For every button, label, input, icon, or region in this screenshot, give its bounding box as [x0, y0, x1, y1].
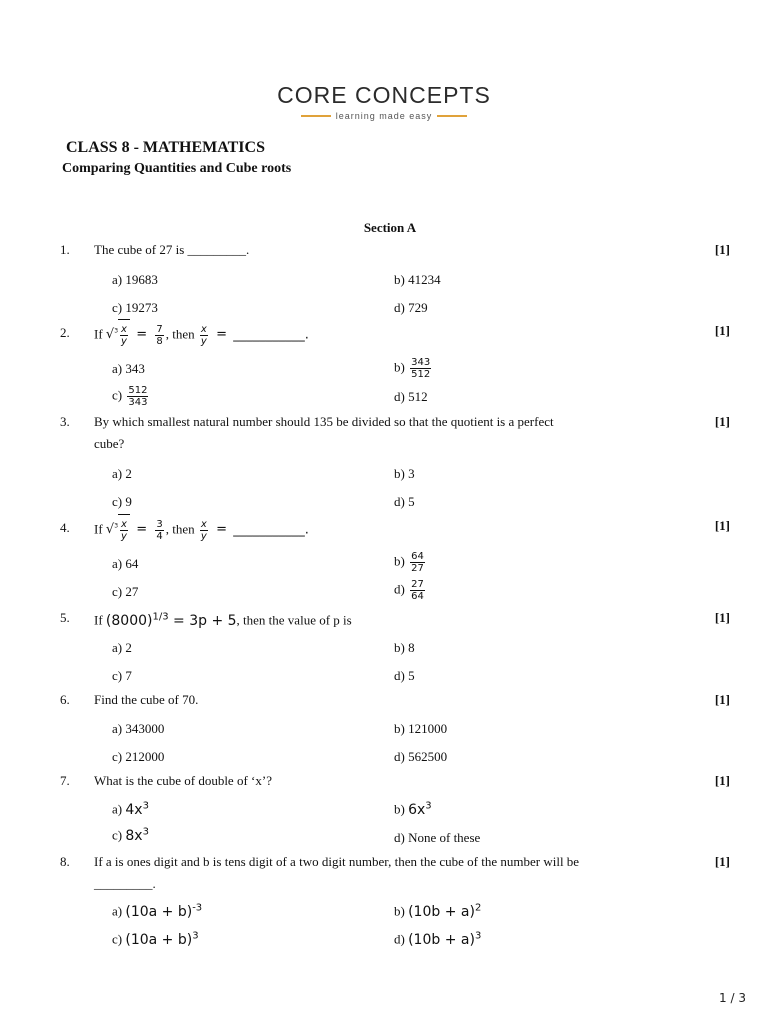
equals-sign: = — [216, 327, 227, 343]
question-marks: [1] — [714, 773, 730, 788]
option-b[interactable]: b) $\frac{343}{512}$ — [394, 357, 431, 380]
question-text: Find the cube of 70. — [94, 692, 199, 707]
logo — [0, 82, 768, 122]
option-b[interactable]: b) 8 — [394, 640, 415, 655]
fraction-x-over-y: $\frac{x}{y}$ — [200, 323, 207, 347]
option-c[interactable]: c) 7 — [112, 668, 132, 683]
option-b[interactable]: b) $(10b + a)^2$ — [394, 902, 482, 920]
answer-blank: ___________. — [233, 522, 309, 538]
question-marks: [1] — [714, 242, 730, 257]
fraction-x-over-y: $\frac{x}{y}$ — [200, 518, 207, 542]
option-d[interactable]: d) None of these — [394, 830, 481, 845]
option-a[interactable]: a) 343 — [112, 361, 145, 376]
question-text: What is the cube of double of ‘x’? — [94, 773, 272, 788]
fraction-x-over-y: $\frac{x}{y}$ — [121, 323, 127, 347]
option-b[interactable]: b) 41234 — [394, 272, 441, 287]
question-text: If a is ones digit and b is tens digit of a two digit number, then the cube of the number will be _________. — [94, 854, 580, 891]
option-a[interactable]: a) 2 — [112, 466, 132, 481]
option-d[interactable]: d) 5 — [394, 668, 415, 683]
fraction-rhs: $\frac{7}{8}$ — [156, 323, 163, 347]
option-d[interactable]: d) 512 — [394, 389, 428, 404]
question-text: By which smallest natural number should 135 be divided so that the quotient is a perfect cube? — [94, 414, 554, 451]
question-text: If $(8000)^{1/3} = 3p + 5$, then the value of p is — [94, 611, 352, 629]
question-marks: [1] — [714, 414, 730, 429]
option-c[interactable]: c) 212000 — [112, 749, 165, 764]
fraction-x-over-y: $\frac{x}{y}$ — [121, 518, 127, 542]
option-c[interactable]: c) 19273 — [112, 300, 158, 315]
question-number: 3. — [60, 414, 70, 429]
question-marks: [1] — [714, 610, 730, 625]
question-number: 4. — [60, 520, 70, 535]
question-marks: [1] — [714, 854, 730, 869]
math-expression: $(8000)^{1/3} = 3p + 5$ — [105, 611, 237, 629]
logo-tagline-row — [0, 110, 768, 122]
fraction-rhs: $\frac{3}{4}$ — [156, 518, 163, 542]
cube-root-symbol: √$^3$ — [105, 327, 119, 343]
question-number: 7. — [60, 773, 70, 788]
equals-sign: = — [216, 522, 227, 538]
logo-tagline: learning made easy — [335, 111, 433, 121]
question-marks: [1] — [714, 518, 730, 533]
if-word: If — [94, 521, 103, 537]
option-c[interactable]: c) $\frac{512}{343}$ — [112, 385, 148, 408]
section-heading: Section A — [363, 220, 417, 235]
option-a[interactable]: a) 19683 — [112, 272, 158, 287]
option-c[interactable]: c) $8x^3$ — [112, 826, 149, 844]
question-number: 2. — [60, 325, 70, 340]
option-b[interactable]: b) 121000 — [394, 721, 448, 736]
option-d[interactable]: d) $(10b + a)^3$ — [394, 930, 482, 948]
option-c[interactable]: c) 9 — [112, 494, 132, 509]
logo-title: CORE CONCEPTS — [277, 82, 491, 108]
option-a[interactable]: a) $4x^3$ — [112, 800, 149, 818]
option-a[interactable]: a) $(10a + b)^{-3}$ — [112, 902, 203, 920]
option-d[interactable]: d) 562500 — [394, 749, 448, 764]
option-fraction: $\frac{343}{512}$ — [411, 357, 431, 380]
answer-blank: ___________. — [233, 327, 309, 343]
chapter-subtitle: Comparing Quantities and Cube roots — [62, 161, 292, 176]
cube-root-symbol: √$^3$ — [105, 522, 119, 538]
logo-divider-left — [301, 115, 331, 117]
equals-sign: = — [136, 522, 148, 538]
option-b[interactable]: b) $6x^3$ — [394, 800, 432, 818]
if-word: If — [94, 326, 103, 342]
question-marks: [1] — [714, 692, 730, 707]
option-b[interactable]: b) $\frac{64}{27}$ — [394, 551, 424, 574]
question-text — [94, 513, 604, 544]
equals-sign: = — [136, 327, 148, 343]
then-word: , then — [165, 521, 195, 537]
option-d[interactable]: d) 729 — [394, 300, 428, 315]
class-title: CLASS 8 - MATHEMATICS — [66, 139, 265, 156]
question-number: 5. — [60, 610, 70, 625]
then-word: , then — [165, 326, 195, 342]
logo-divider-right — [437, 115, 467, 117]
option-c[interactable]: c) 27 — [112, 584, 139, 599]
question-number: 1. — [60, 242, 70, 257]
option-d[interactable]: d) 5 — [394, 494, 415, 509]
option-b[interactable]: b) 3 — [394, 466, 415, 481]
option-c[interactable]: c) $(10a + b)^3$ — [112, 930, 199, 948]
option-fraction: $\frac{64}{27}$ — [411, 551, 424, 574]
option-fraction: $\frac{512}{343}$ — [128, 385, 148, 408]
option-a[interactable]: a) 64 — [112, 556, 139, 571]
option-d[interactable]: d) $\frac{27}{64}$ — [394, 579, 424, 602]
option-fraction: $\frac{27}{64}$ — [411, 579, 424, 602]
question-text — [94, 318, 604, 349]
question-number: 8. — [60, 854, 70, 869]
question-text: The cube of 27 is _________. — [94, 242, 250, 257]
option-a[interactable]: a) 343000 — [112, 721, 165, 736]
question-marks: [1] — [714, 323, 730, 338]
question-number: 6. — [60, 692, 70, 707]
page-indicator: 1 / 3 — [719, 991, 746, 1005]
option-a[interactable]: a) 2 — [112, 640, 132, 655]
